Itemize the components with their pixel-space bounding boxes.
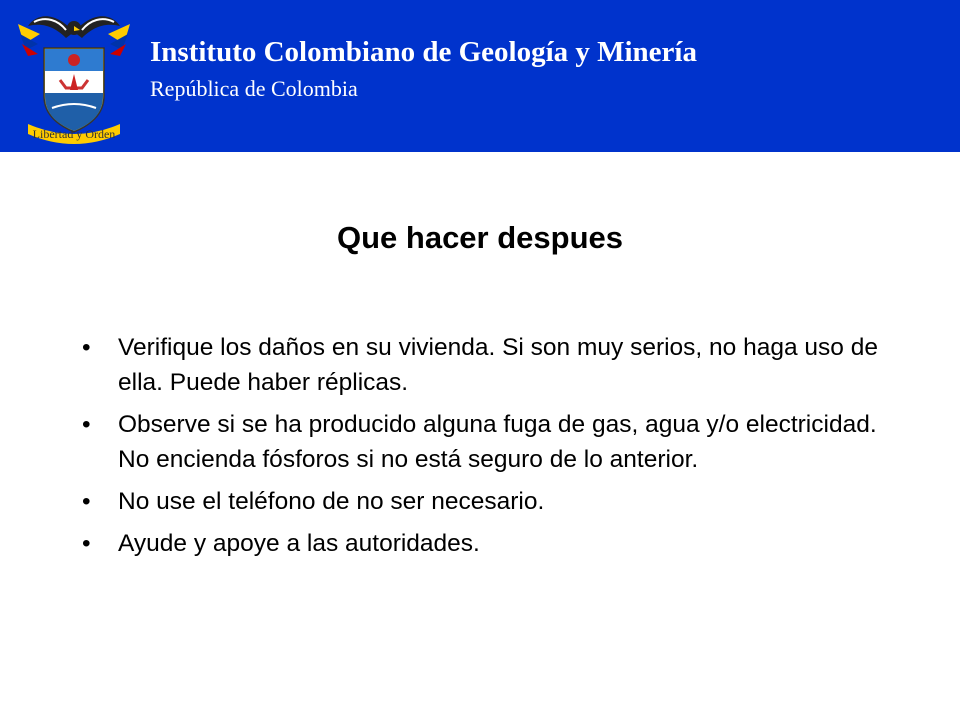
country-name: República de Colombia	[150, 76, 358, 101]
bullet-icon: •	[82, 530, 91, 557]
bullet-list	[80, 330, 910, 568]
bullet-icon: •	[82, 488, 91, 515]
bullet-text: Ayude y apoye a las autoridades.	[118, 530, 480, 557]
slide-title: Que hacer despues	[336, 220, 623, 255]
list-item	[80, 484, 910, 519]
organization-name: Instituto Colombiano de Geología y Minería	[150, 36, 697, 68]
bullet-text: Observe si se ha producido alguna fuga de gas, agua y/o electricidad. No encienda fósforos si no está seguro de lo anterior.	[118, 411, 877, 473]
bullet-text: Verifique los daños en su vivienda. Si son muy serios, no haga uso de ella. Puede haber réplicas.	[118, 334, 878, 396]
bullet-icon: •	[82, 411, 91, 438]
bullet-text: No use el teléfono de no ser necesario.	[118, 488, 545, 515]
svg-text:Libertad y Orden: Libertad y Orden	[32, 127, 116, 141]
colombia-coat-of-arms-icon	[14, 4, 134, 146]
list-item	[80, 526, 910, 561]
bullet-icon: •	[82, 334, 91, 361]
header-bar	[0, 0, 960, 152]
list-item	[80, 330, 910, 400]
list-item	[80, 407, 910, 477]
